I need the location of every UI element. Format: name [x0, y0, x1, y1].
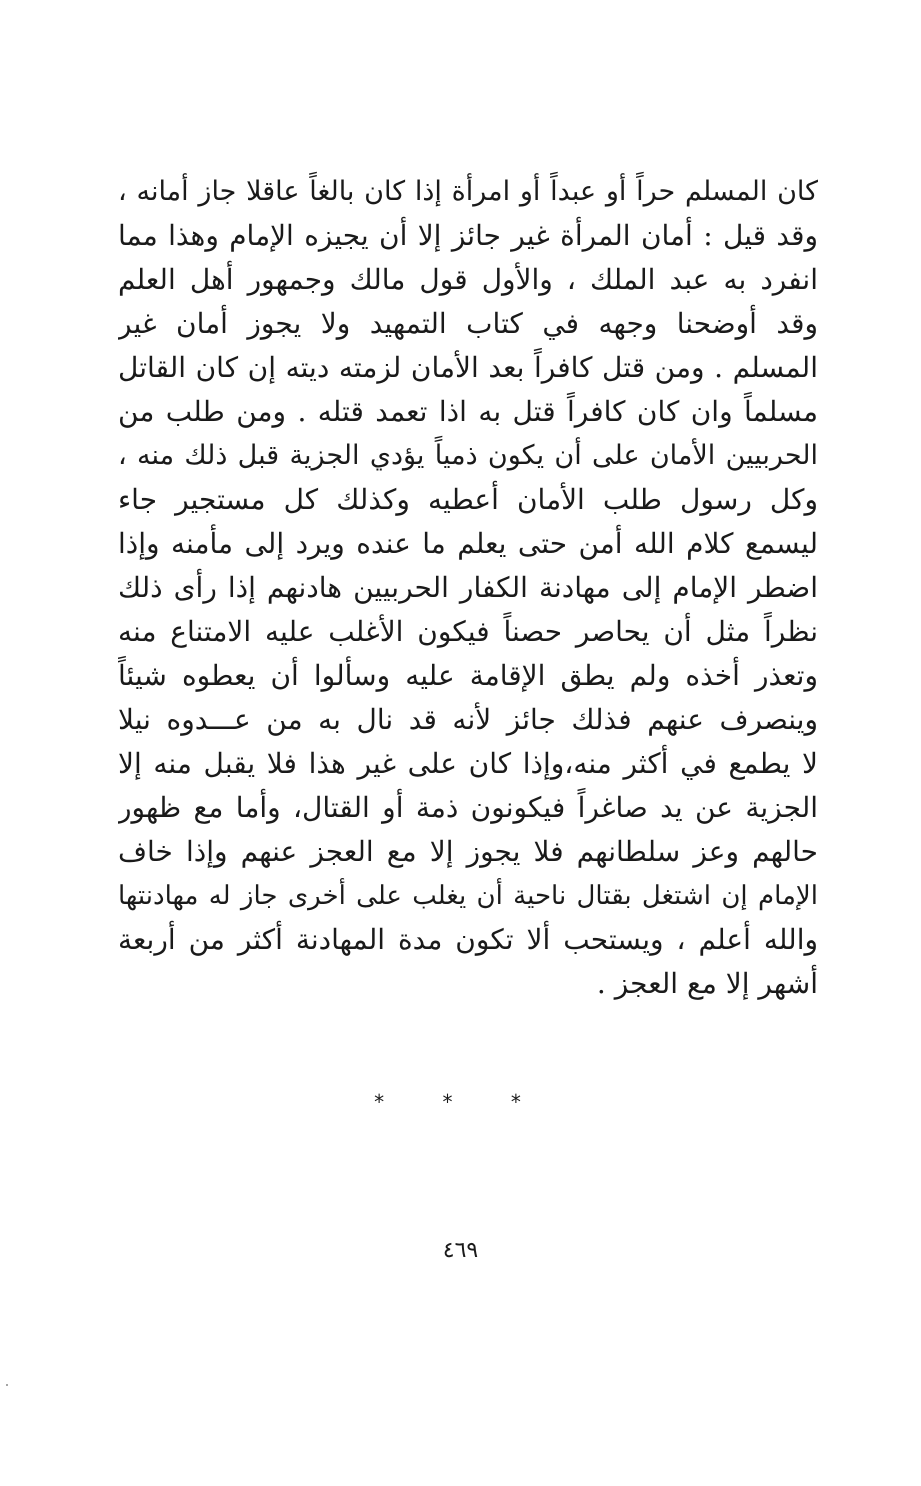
text-line: مسلماً وان كان كافراً قتل به اذا تعمد قتله . ومن طلب من — [118, 395, 818, 428]
scan-speck — [6, 1384, 8, 1386]
text-line: ليسمع كلام الله أمن حتى يعلم ما عنده ويرد إلى مأمنه وإذا — [118, 527, 818, 560]
text-line: الحربيين الأمان على أن يكون ذمياً يؤدي الجزية قبل ذلك منه ، — [118, 440, 818, 471]
body-paragraph — [118, 170, 818, 1006]
text-line: اضطر الإمام إلى مهادنة الكفار الحربيين هادنهم إذا رأى ذلك — [118, 571, 818, 604]
text-line: الجزية عن يد صاغراً فيكونون ذمة أو القتال، وأما مع ظهور — [118, 791, 818, 824]
text-line: انفرد به عبد الملك ، والأول قول مالك وجمهور أهل العلم — [118, 263, 818, 296]
text-line: وينصرف عنهم فذلك جائز لأنه قد نال به من عـــدوه نيلا — [118, 703, 818, 736]
page-number: ٤٦٩ — [442, 1238, 479, 1263]
text-line-last: أشهر إلا مع العجز . — [596, 967, 818, 1000]
text-line: والله أعلم ، ويستحب ألا تكون مدة المهادنة أكثر من أربعة — [118, 923, 818, 956]
text-line: نظراً مثل أن يحاصر حصناً فيكون الأغلب عليه الامتناع منه — [118, 615, 818, 648]
text-line: كان المسلم حراً أو عبداً أو امرأة إذا كان بالغاً عاقلا جاز أمانه ، — [118, 176, 818, 207]
text-line: حالهم وعز سلطانهم فلا يجوز إلا مع العجز عنهم وإذا خاف — [118, 835, 818, 868]
section-separator: * * * — [374, 1090, 547, 1114]
text-line: الإمام إن اشتغل بقتال ناحية أن يغلب على أخرى جاز له مهادنتها — [118, 881, 818, 911]
text-line: وقد أوضحنا وجهه في كتاب التمهيد ولا يجوز أمان غير — [118, 307, 818, 340]
text-line: وكل رسول طلب الأمان أعطيه وكذلك كل مستجير جاء — [118, 483, 818, 516]
text-line: لا يطمع في أكثر منه،وإذا كان على غير هذا فلا يقبل منه إلا — [118, 747, 818, 780]
text-line: وقد قيل : أمان المرأة غير جائز إلا أن يجيزه الإمام وهذا مما — [118, 219, 818, 252]
text-line: المسلم . ومن قتل كافراً بعد الأمان لزمته ديته إن كان القاتل — [118, 351, 818, 384]
text-line: وتعذر أخذه ولم يطق الإقامة عليه وسألوا أن يعطوه شيئاً — [118, 659, 818, 692]
